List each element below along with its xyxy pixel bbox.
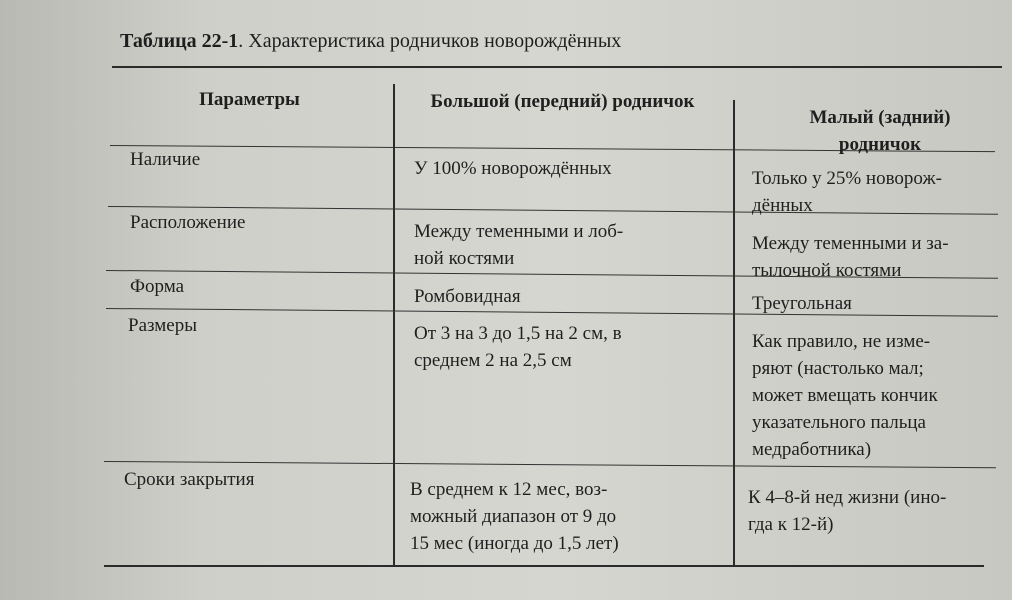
row-closure-large: В среднем к 12 мес, воз- можный диапазон от 9 до 15 мес (иногда до 1,5 лет) xyxy=(410,479,619,554)
row-shape-parameter: Форма xyxy=(130,276,185,297)
header-small-fontanelle: Малый (задний) родничок xyxy=(809,107,951,155)
table-caption xyxy=(120,30,621,53)
row-presence-small: Только у 25% новорож- дённых xyxy=(752,168,942,216)
row-closure-parameter: Сроки закрытия xyxy=(124,469,255,490)
header-large-fontanelle: Большой (передний) родничок xyxy=(430,91,695,112)
column-divider-2 xyxy=(733,100,735,566)
row-size-small: Как правило, не изме- ряют (настолько мал; может вмещать кончик указательного пальца медработника) xyxy=(752,331,938,460)
row-location-parameter: Расположение xyxy=(130,212,246,233)
table-top-rule xyxy=(112,66,1002,68)
table-number: Таблица 22-1 xyxy=(120,30,239,52)
row-location-small: Между теменными и за- тылочной костями xyxy=(752,233,949,281)
table-bottom-rule xyxy=(104,565,984,567)
row-presence-parameter: Наличие xyxy=(130,149,201,170)
row-shape-large: Ромбовидная xyxy=(414,286,521,307)
row-location-large: Между теменными и лоб- ной костями xyxy=(414,221,624,269)
row-shape-small: Треугольная xyxy=(752,293,852,314)
row-presence-large: У 100% новорождённых xyxy=(414,158,612,179)
row-size-parameter: Размеры xyxy=(128,315,197,336)
header-parameters: Параметры xyxy=(199,89,300,110)
table-title: . Характеристика родничков новорождённых xyxy=(238,30,622,52)
row-size-large: От 3 на 3 до 1,5 на 2 см, в среднем 2 на 2,5 см xyxy=(414,323,622,371)
column-divider-1 xyxy=(393,84,395,566)
row-closure-small: К 4–8-й нед жизни (ино- гда к 12-й) xyxy=(748,487,947,535)
